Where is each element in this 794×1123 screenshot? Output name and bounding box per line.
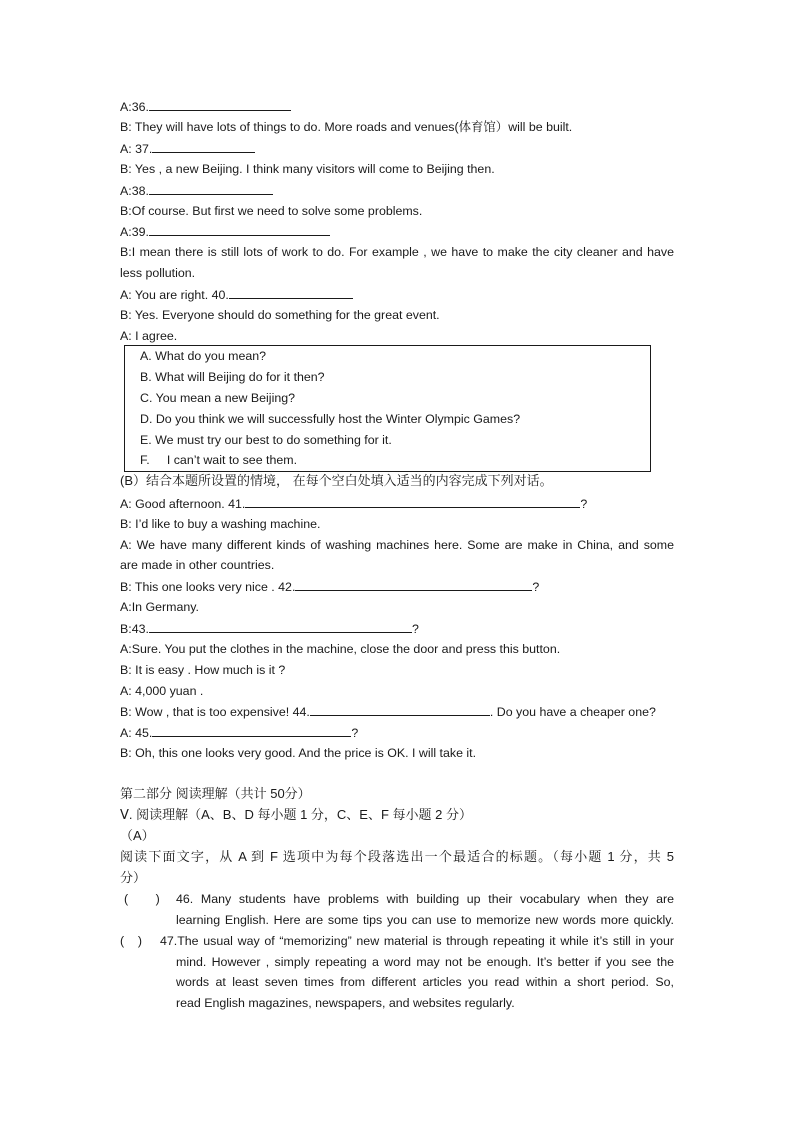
question-45-label: A: 45. [120, 726, 153, 740]
dialogue-line: B: It is easy . How much is it ? [120, 663, 286, 677]
dialogue-line: B: Yes. Everyone should do something for the great event. [120, 308, 440, 322]
option-c: C. You mean a new Beijing? [140, 391, 295, 405]
paragraph-47-line: words at least seven times from different articles you read within a short period. So, [176, 975, 674, 989]
dialogue-line: B: They will have lots of things to do. More roads and venues(体育馆）will be built. [120, 120, 573, 134]
question-mark: ? [580, 497, 588, 511]
question-37-label: A: 37. [120, 142, 153, 156]
question-40-label: A: You are right. 40. [120, 288, 229, 302]
answer-blank-42[interactable] [295, 578, 532, 591]
question-43-line [120, 620, 419, 637]
option-b: B. What will Beijing do for it then? [140, 370, 325, 384]
paragraph-47-line: mind. However , simply repeating a word may not be enough. It’s better if you see the [176, 955, 674, 969]
answer-blank-40[interactable] [229, 286, 353, 299]
answer-blank-39[interactable] [149, 223, 330, 236]
option-f: F. I can’t wait to see them. [140, 453, 298, 467]
question-42-line [120, 578, 539, 595]
dialogue-line: less pollution. [120, 266, 196, 280]
paragraph-46-line: learning English. Here are some tips you can use to memorize new words more quickly. [176, 913, 674, 927]
dialogue-line: B: Oh, this one looks very good. And the price is OK. I will take it. [120, 746, 477, 760]
question-36-label: A:36. [120, 100, 149, 114]
option-d: D. Do you think we will successfully host the Winter Olympic Games? [140, 412, 521, 426]
answer-blank-41[interactable] [245, 495, 580, 508]
dialogue-line: B: I’d like to buy a washing machine. [120, 517, 321, 531]
question-41-label: A: Good afternoon. 41. [120, 497, 246, 511]
answer-bracket-46[interactable]: ( ) [124, 892, 160, 906]
question-42-label: B: This one looks very nice . 42. [120, 580, 296, 594]
paragraph-47-line: read English magazines, newspapers, and websites regularly. [176, 996, 515, 1010]
options-box [124, 345, 651, 472]
question-37-line [120, 140, 255, 157]
question-44-label: B: Wow , that is too expensive! 44. [120, 705, 310, 719]
question-mark: ? [411, 622, 419, 636]
question-38-label: A:38. [120, 184, 149, 198]
question-44-tail: . Do you have a cheaper one? [489, 705, 656, 719]
dialogue-line: A: We have many different kinds of washing machines here. Some are make in China, and some [120, 538, 674, 552]
question-44-line [120, 703, 656, 720]
dialogue-line: are made in other countries. [120, 558, 275, 572]
dialogue-line: A: 4,000 yuan . [120, 684, 204, 698]
dialogue-line: A: I agree. [120, 329, 178, 343]
answer-bracket-47[interactable]: ( ) [120, 934, 143, 948]
dialogue-line: B:Of course. But first we need to solve some problems. [120, 204, 423, 218]
question-39-label: A:39. [120, 225, 149, 239]
answer-blank-44[interactable] [310, 703, 490, 716]
reading-instructions-cont: 分） [120, 870, 147, 885]
answer-blank-43[interactable] [149, 620, 412, 633]
question-41-line [120, 495, 587, 512]
part-two-heading: 第二部分 阅读理解（共计 50分） [120, 786, 311, 801]
dialogue-line: B: Yes , a new Beijing. I think many visitors will come to Beijing then. [120, 162, 495, 176]
section-v-heading: Ⅴ. 阅读理解（A、B、D 每小题 1 分，C、E、F 每小题 2 分） [120, 807, 472, 822]
question-36-line [120, 98, 291, 115]
answer-blank-38[interactable] [149, 182, 273, 195]
section-b-instructions: (B）结合本题所设置的情境， 在每个空白处填入适当的内容完成下列对话。 [120, 473, 553, 488]
reading-instructions: 阅读下面文字，从 A 到 F 选项中为每个段落选出一个最适合的标题。（每小题 1 分，共 5 [120, 849, 674, 864]
question-38-line [120, 182, 273, 199]
question-43-label: B:43. [120, 622, 149, 636]
question-40-line [120, 286, 353, 303]
paragraph-46-line: 46. Many students have problems with building up their vocabulary when they are [176, 892, 674, 906]
paragraph-47-line: 47.The usual way of “memorizing” new material is through repeating it while it’s still in your [160, 934, 674, 948]
option-e: E. We must try our best to do something for it. [140, 433, 392, 447]
answer-blank-45[interactable] [152, 724, 351, 737]
dialogue-line: A:Sure. You put the clothes in the machine, close the door and press this button. [120, 642, 561, 656]
question-mark: ? [532, 580, 540, 594]
question-39-line [120, 223, 330, 240]
option-a: A. What do you mean? [140, 349, 267, 363]
question-mark: ? [351, 726, 359, 740]
answer-blank-36[interactable] [149, 98, 291, 111]
subsection-a-label: （A） [120, 828, 155, 843]
answer-blank-37[interactable] [152, 140, 255, 153]
dialogue-line: A:In Germany. [120, 600, 199, 614]
question-45-line [120, 724, 358, 741]
dialogue-line: B:I mean there is still lots of work to do. For example , we have to make the city cleaner and have [120, 245, 674, 259]
